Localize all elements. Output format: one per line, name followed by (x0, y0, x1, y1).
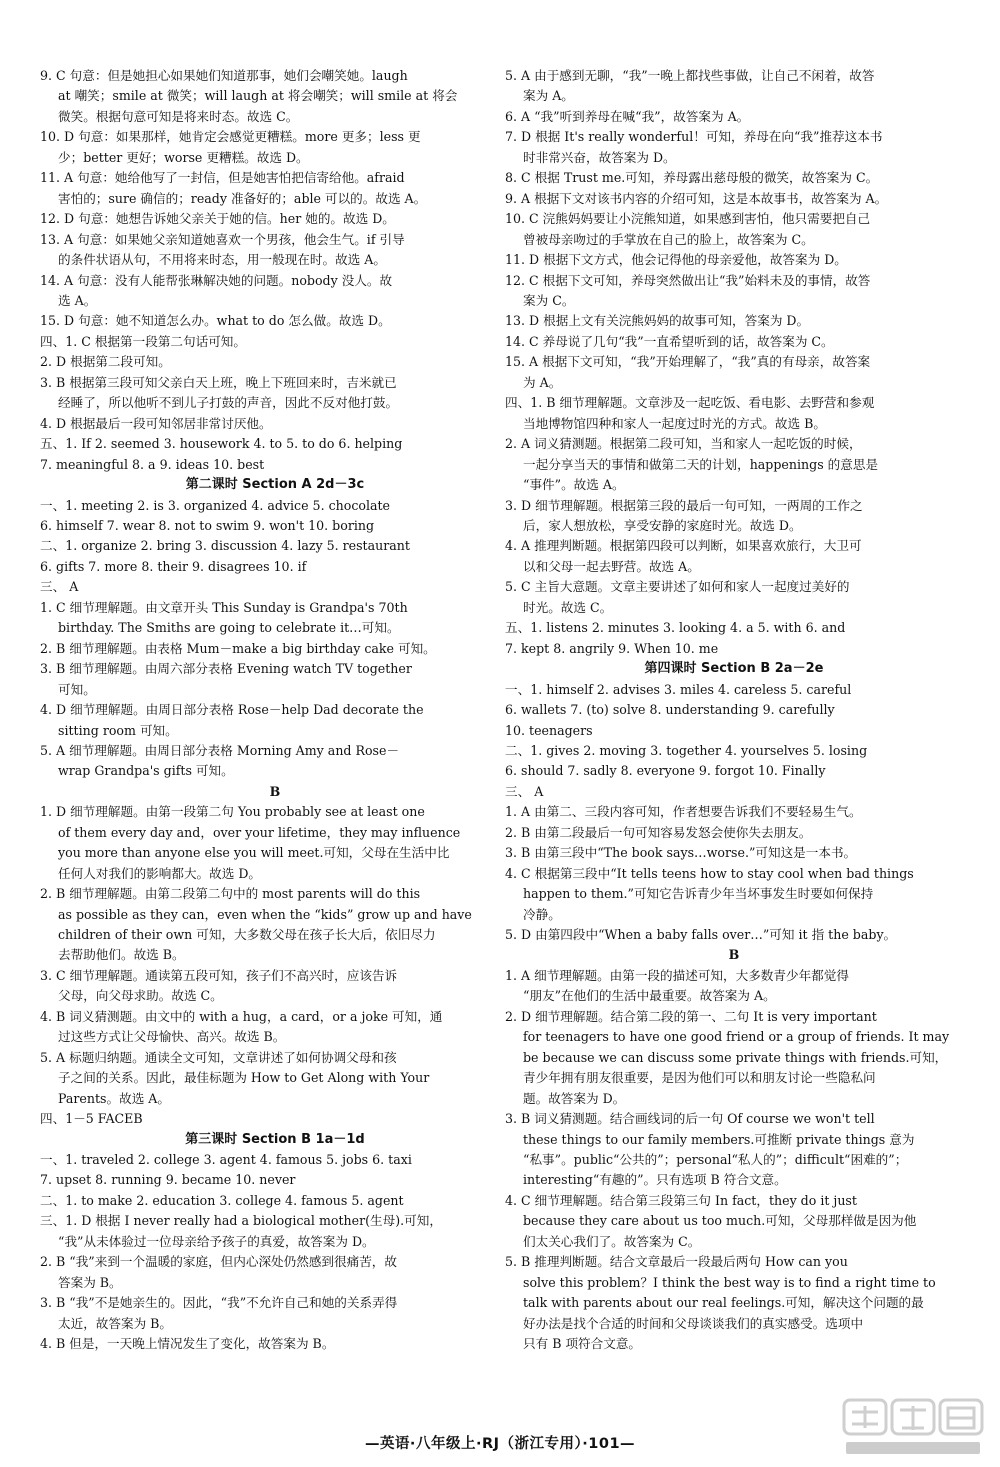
answer-line: 14. A 句意：没有人能帮张琳解决她的问题。nobody 没人。故 (40, 272, 393, 288)
page-footer: —英语·八年级上·RJ（浙江专用）·101— (364, 1436, 636, 1452)
answer-line: Parents。故选 A。 (58, 1090, 170, 1106)
answer-line: 案为 C。 (523, 292, 575, 308)
answer-line: 7. meaningful 8. a 9. ideas 10. best (40, 456, 265, 472)
answer-line: 10. C 浣熊妈妈要让小浣熊知道，如果感到害怕，他只需要把自己 (505, 211, 871, 227)
answer-line: wrap Grandpa's gifts 可知。 (58, 763, 234, 779)
answer-line: 1. D 细节理解题。由第一段第二句 You probably see at least one (40, 804, 425, 820)
answer-line: 7. kept 8. angrily 9. When 10. me (505, 640, 719, 656)
answer-line: 青少年拥有朋友很重要，是因为他们可以和朋友讨论一些隐私问 (523, 1070, 876, 1086)
answer-line: 四、1. B 细节理解题。文章涉及一起吃饭、看电影、去野营和参观 (505, 395, 875, 411)
answer-line: sitting room 可知。 (58, 722, 178, 738)
answer-line: 一起分享当天的事情和做第二天的计划，happenings 的意思是 (523, 456, 879, 472)
answer-line: 15. D 句意：她不知道怎么办。what to do 怎么做。故选 D。 (40, 313, 391, 329)
answer-line: 11. A 句意：她给他写了一封信，但是她害怕把信寄给他。afraid (40, 170, 405, 186)
answer-line: 微笑。根据句意可知是将来时态。故选 C。 (58, 108, 299, 124)
answer-line: 为 A。 (523, 374, 562, 390)
answer-line: 答案为 B。 (58, 1274, 122, 1290)
answer-line: at 嘲笑；smile at 微笑；will laugh at 将会嘲笑；will smile at 将会 (58, 88, 458, 104)
answer-line: 任何人对我们的影响都大。故选 D。 (58, 865, 262, 881)
answer-line: “朋友”在他们的生活中最重要。故答案为 A。 (523, 988, 776, 1004)
answer-line: 过这些方式让父母愉快、高兴。故选 B。 (58, 1029, 286, 1045)
answer-line: 二、1. organize 2. bring 3. discussion 4. lazy 5. restaurant (40, 538, 410, 554)
answer-line: 的条件状语从句，不用将来时态，用一般现在时。故选 A。 (58, 252, 386, 268)
answer-line: 时光。故选 C。 (523, 599, 613, 615)
answer-line: 15. A 根据下文可知，“我”开始理解了，“我”真的有母亲，故答案 (505, 354, 871, 370)
answer-line: 三、1. D 根据 I never really had a biological mother(生母).可知， (40, 1213, 442, 1229)
section-heading: 第三课时 Section B 1a－1d (185, 1131, 365, 1147)
answer-line: 去帮助他们。故选 B。 (58, 947, 185, 963)
answer-line: for teenagers to have one good friend or a group of friends. It may (523, 1029, 950, 1045)
answer-line: 可知。 (58, 681, 96, 697)
answer-line: of them every day and，over your lifetime，they may influence (58, 824, 461, 840)
answer-line: solve this problem？I think the best way is to find a right time to (523, 1274, 936, 1290)
answer-line: 7. D 根据 It's really wonderful！可知，养母在向“我”推荐这本书 (505, 129, 883, 145)
answer-line: 13. D 根据上文有关浣熊妈妈的故事可知，答案为 D。 (505, 313, 810, 329)
answer-line: 9. C 句意：但是她担心如果她们知道那事，她们会嘲笑她。laugh (40, 68, 408, 83)
answer-line: 一、1. meeting 2. is 3. organized 4. advice 5. chocolate (40, 497, 391, 513)
answer-line: 3. B 由第三段中“The book says…worse.”可知这是一本书。 (505, 845, 857, 861)
answer-line: 8. C 根据 Trust me.可知，养母露出慈母般的微笑，故答案为 C。 (505, 170, 879, 186)
answer-line: 一、1. himself 2. advises 3. miles 4. careless 5. careful (505, 681, 852, 697)
answer-line: “私事”。public“公共的”；personal“私人的”；difficult“困难的”； (523, 1152, 908, 1168)
answer-line: 题。故答案为 D。 (523, 1090, 626, 1106)
answer-line: as possible as they can，even when the “kids” grow up and have (58, 906, 472, 922)
answer-line: 太近，故答案为 B。 (58, 1315, 173, 1331)
answer-line: 5. A 由于感到无聊，“我”一晚上都找些事做，让自己不闲着，故答 (505, 68, 875, 83)
answer-line: 三、 A (40, 579, 79, 595)
answer-line: 12. D 句意：她想告诉她父亲关于她的信。her 她的。故选 D。 (40, 211, 395, 227)
answer-line: 2. B 由第二段最后一句可知容易发怒会使你失去朋友。 (505, 824, 812, 840)
answer-line: 3. D 细节理解题。根据第三段的最后一句可知，一两周的工作之 (505, 497, 863, 513)
answer-line: 3. B 根据第三段可知父亲白天上班，晚上下班回来时，吉米就已 (40, 374, 397, 390)
answer-line: 选 A。 (58, 292, 97, 308)
answer-line: 4. C 根据第三段中“It tells teens how to stay cool when bad things (505, 865, 914, 881)
answer-line: 2. B “我”来到一个温暖的家庭，但内心深处仍然感到很痛苦，故 (40, 1254, 397, 1270)
answer-line: 四、1. C 根据第一段第二句话可知。 (40, 333, 246, 349)
answer-line: 3. B “我”不是她亲生的。因此，“我”不允许自己和她的关系弄得 (40, 1295, 398, 1311)
answer-line: you more than anyone else you will meet.可知，父母在生活中比 (58, 845, 450, 861)
answer-line: 曾被母亲吻过的手掌放在自己的脸上，故答案为 C。 (523, 231, 814, 247)
answer-line: 4. D 细节理解题。由周日部分表格 Rose－help Dad decorate the (40, 702, 424, 718)
left-column (40, 66, 510, 1355)
answer-line: “我”从未体验过一位母亲给予孩子的真爱，故答案为 D。 (58, 1233, 375, 1249)
answer-line: 1. A 由第二、三段内容可知，作者想要告诉我们不要轻易生气。 (505, 804, 862, 820)
answer-line: 3. B 词义猜测题。结合画线词的后一句 Of course we won't tell (505, 1111, 875, 1127)
answer-line: 冷静。 (523, 906, 561, 922)
answer-line: these things to our family members.可推断 private things 意为 (523, 1131, 915, 1147)
answer-line: 14. C 养母说了几句“我”一直希望听到的话，故答案为 C。 (505, 333, 834, 349)
answer-line: 1. C 细节理解题。由文章开头 This Sunday is Grandpa's 70th (40, 599, 408, 615)
answer-line: 13. A 句意：如果她父亲知道她喜欢一个男孩，他会生气。if 引导 (40, 231, 405, 247)
answer-line: 4. B 但是，一天晚上情况发生了变化，故答案为 B。 (40, 1336, 335, 1352)
answer-line: 4. B 词义猜测题。由文中的 with a hug，a card，or a joke 可知，通 (40, 1008, 443, 1024)
section-heading: 第二课时 Section A 2d－3c (185, 477, 365, 493)
answer-line: 五、1. listens 2. minutes 3. looking 4. a 5. with 6. and (505, 620, 846, 636)
section-heading: 第四课时 Section B 2a－2e (644, 661, 824, 677)
answer-line: interesting“有趣的”。只有选项 B 符合文意。 (523, 1172, 787, 1188)
answer-line: “事件”。故选 A。 (523, 477, 625, 493)
answer-line: 6. A “我”听到养母在喊“我”，故答案为 A。 (505, 108, 750, 124)
answer-line: 5. A 标题归纳题。通读全文可知，文章讲述了如何协调父母和孩 (40, 1049, 397, 1065)
answer-line: 4. C 细节理解题。结合第三段第三句 In fact，they do it just (505, 1192, 857, 1208)
answer-line: 1. A 细节理解题。由第一段的描述可知，大多数青少年都觉得 (505, 967, 849, 983)
answer-line: 只有 B 项符合文意。 (523, 1336, 642, 1352)
answer-line: 5. B 推理判断题。结合文章最后一段最后两句 How can you (505, 1254, 848, 1270)
answer-line: be because we can discuss some private things with friends.可知， (523, 1049, 948, 1065)
answer-line: 害怕的；sure 确信的；ready 准备好的；able 可以的。故选 A。 (58, 190, 427, 206)
answer-line: 6. himself 7. wear 8. not to swim 9. won't 10. boring (40, 517, 375, 533)
answer-line: 二、1. gives 2. moving 3. together 4. yourselves 5. losing (505, 742, 868, 758)
answer-line: 9. A 根据下文对该书内容的介绍可知，这是本故事书，故答案为 A。 (505, 190, 888, 206)
answer-line: 6. wallets 7. (to) solve 8. understanding 9. carefully (505, 702, 835, 718)
answer-line: 11. D 根据下文方式，他会记得他的母亲爱他，故答案为 D。 (505, 252, 847, 268)
answer-line: 当地博物馆四种和家人一起度过时光的方式。故选 B。 (523, 415, 826, 431)
answer-line: children of their own 可知，大多数父母在孩子长大后，依旧尽力 (58, 927, 436, 943)
answer-line: 2. A 词义猜测题。根据第二段可知，当和家人一起吃饭的时候， (505, 436, 862, 452)
answer-line: 12. C 根据下文可知，养母突然做出让“我”始料未及的事情，故答 (505, 272, 871, 288)
answer-line: 6. gifts 7. more 8. their 9. disagrees 10. if (40, 558, 307, 574)
answer-line: 10. teenagers (505, 722, 593, 738)
answer-line: 少；better 更好；worse 更糟糕。故选 D。 (58, 149, 309, 165)
answer-line: 3. C 细节理解题。通读第五段可知，孩子们不高兴时，应该告诉 (40, 967, 398, 983)
answer-line: 经睡了，所以他听不到儿子打鼓的声音，因此不反对他打鼓。 (58, 395, 399, 411)
answer-line: 2. D 细节理解题。结合第二段的第一、二句 It is very important (505, 1008, 877, 1024)
answer-line: because they care about us too much.可知，父母那样做是因为他 (523, 1213, 917, 1229)
answer-line: 一、1. traveled 2. college 3. agent 4. famous 5. jobs 6. taxi (40, 1152, 412, 1168)
answer-line: 以和父母一起去野营。故选 A。 (523, 558, 700, 574)
answer-line: 5. A 细节理解题。由周日部分表格 Morning Amy and Rose－ (40, 742, 400, 758)
answer-line: 4. D 根据最后一段可知邻居非常讨厌他。 (40, 415, 272, 431)
answer-line: 2. B 细节理解题。由第二段第二句中的 most parents will do this (40, 886, 421, 902)
answer-line: 10. D 句意：如果那样，她肯定会感觉更糟糕。more 更多；less 更 (40, 129, 421, 145)
subsection-label: B (269, 783, 281, 799)
answer-line: 案为 A。 (523, 88, 574, 104)
answer-line: 5. C 主旨大意题。文章主要讲述了如何和家人一起度过美好的 (505, 579, 850, 595)
answer-line: 五、1. If 2. seemed 3. housework 4. to 5. to do 6. helping (40, 436, 403, 452)
answer-line: 四、1－5 FACEB (40, 1111, 143, 1127)
subsection-label: B (728, 947, 740, 963)
answer-line: birthday. The Smiths are going to celebrate it…可知。 (58, 620, 400, 636)
answer-line: 4. A 推理判断题。根据第四段可以判断，如果喜欢旅行，大卫可 (505, 538, 862, 554)
answer-line: 二、1. to make 2. education 3. college 4. famous 5. agent (40, 1192, 404, 1208)
answer-line: 6. should 7. sadly 8. everyone 9. forgot 10. Finally (505, 763, 826, 779)
answer-line: 们太关心我们了。故答案为 C。 (523, 1233, 701, 1249)
answer-line: 7. upset 8. running 9. became 10. never (40, 1172, 296, 1188)
answer-line: 好办法是找个合适的时间和父母谈谈我们的真实感受。选项中 (523, 1315, 864, 1331)
answer-line: 3. B 细节理解题。由周六部分表格 Evening watch TV together (40, 661, 412, 677)
answer-line: 父母，向父母求助。故选 C。 (58, 988, 223, 1004)
answer-line: 5. D 由第四段中“When a baby falls over…”可知 it 指 the baby。 (505, 927, 897, 943)
answer-line: 2. B 细节理解题。由表格 Mum－make a big birthday cake 可知。 (40, 640, 436, 656)
answer-line: 子之间的关系。因此，最佳标题为 How to Get Along with Your (58, 1070, 430, 1086)
answer-line: 三、 A (505, 783, 544, 799)
answer-line: 时非常兴奋，故答案为 D。 (523, 149, 676, 165)
right-column (505, 66, 963, 1355)
answer-line: happen to them.”可知它告诉青少年当坏事发生时要如何保持 (523, 886, 874, 902)
answer-stamp-logo (838, 1394, 988, 1458)
answer-line: talk with parents about our real feelings.可知，解决这个问题的最 (523, 1295, 924, 1311)
answer-line: 后，家人想放松，享受安静的家庭时光。故选 D。 (523, 517, 802, 533)
answer-line: 2. D 根据第二段可知。 (40, 354, 171, 370)
